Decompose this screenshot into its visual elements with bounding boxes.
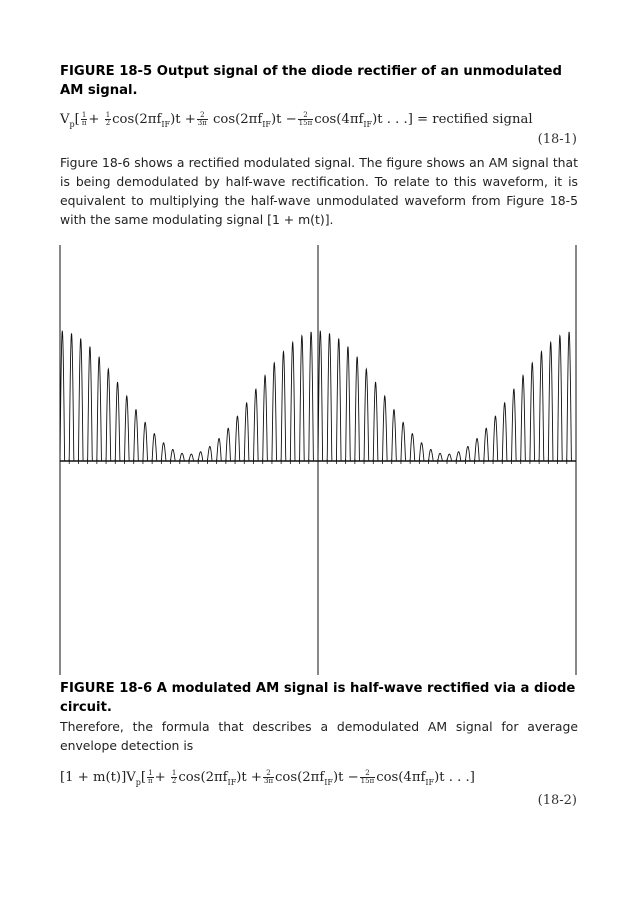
figure-18-5-caption: FIGURE 18-5 Output signal of the diode rectifier of an unmodulated AM signal. (60, 64, 562, 98)
equation-18-1-number: (18-1) (537, 132, 577, 147)
body-paragraph-2: Therefore, the formula that describes a demodulated AM signal for average envelope detection is (60, 719, 578, 753)
figure-18-6-caption: FIGURE 18-6 A modulated AM signal is half-wave rectified via a diode circuit. (60, 681, 576, 715)
body-paragraph-1: Figure 18-6 shows a rectified modulated signal. The figure shows an AM signal that is being demodulated by half-wave rectification. To relate to this waveform, it is equivalent to multiplying the half-wave unmodulated waveform from Figure 18-5 with the same modulating signal [1 + m(t)]. (60, 155, 578, 227)
equation-18-1: $V_p$[ $\frac{1}{\pi}$ + $\frac{1}{2}$ $\cos(2\pi f_{IF})t$ + $\frac{2}{3\pi}$ $\cos(2\pi f_{IF})t$ − $\frac{2}{15\pi}$ $\cos(4\pi f_{IF})t$ . . .] = rectified signal (60, 111, 533, 129)
equation-18-2-number: (18-2) (537, 793, 577, 808)
equation-18-2: $[1 + m(t)]V_p$[ $\frac{1}{\pi}$ + $\frac{1}{2}$ $\cos(2\pi f_{IF})t$ + $\frac{2}{3\pi}$ $\cos(2\pi f_{IF})t$ − $\frac{2}{15\pi}$ $\cos(4\pi f_{IF})t$ . . .] (60, 769, 475, 787)
figure-18-6-plot (58, 245, 578, 675)
